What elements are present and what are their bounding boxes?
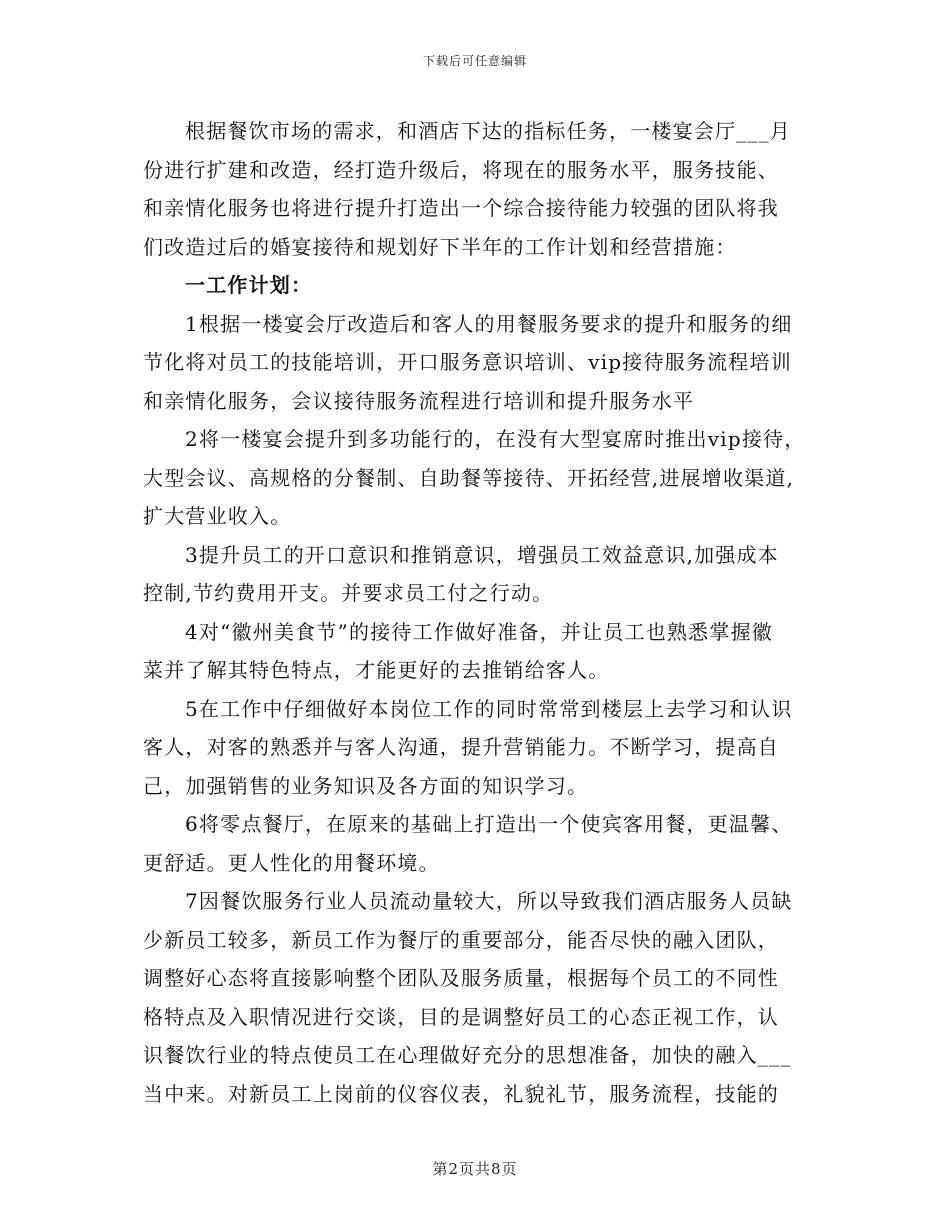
paragraph-line: 识餐饮行业的特点使员工在心理做好充分的思想准备，加快的融入___ <box>143 1043 792 1067</box>
paragraph-line: 7因餐饮服务行业人员流动量较大，所以导致我们酒店服务人员缺 <box>185 889 793 913</box>
paragraph-line: 3提升员工的开口意识和推销意识，增强员工效益意识,加强成本 <box>185 542 779 567</box>
paragraph-line: 当中来。对新员工上岗前的仪容仪表，礼貌礼节，服务流程，技能的 <box>143 1081 779 1106</box>
paragraph-line: 5在工作中仔细做好本岗位工作的同时常常到楼层上去学习和认识 <box>185 696 793 721</box>
section-heading: 一工作计划： <box>185 273 313 297</box>
paragraph-line: 和亲情化服务，会议接待服务流程进行培训和提升服务水平 <box>143 388 695 413</box>
paragraph-line: 格特点及入职情况进行交谈，目的是调整好员工的心态正视工作，认 <box>143 1004 779 1029</box>
page-header-note: 下载后可任意编辑 <box>422 54 527 68</box>
paragraph-line: 6将零点餐厅，在原来的基础上打造出一个使宾客用餐，更温馨、 <box>185 812 793 836</box>
paragraph-line: 份进行扩建和改造，经打造升级后，将现在的服务水平，服务技能、 <box>143 157 779 182</box>
paragraph-line: 己，加强销售的业务知识及各方面的知识学习。 <box>143 773 589 798</box>
paragraph-line: 大型会议、高规格的分餐制、自助餐等接待、开拓经营,进展增收渠道, <box>143 465 795 490</box>
document-body <box>143 112 823 1113</box>
paragraph-line: 调整好心态将直接影响整个团队及服务质量，根据每个员工的不同性 <box>143 966 779 990</box>
paragraph-line: 和亲情化服务也将进行提升打造出一个综合接待能力较强的团队将我 <box>143 196 779 220</box>
paragraph-line: 少新员工较多，新员工作为餐厅的重要部分，能否尽快的融入团队， <box>143 927 779 952</box>
paragraph-line: 菜并了解其特色特点，才能更好的去推销给客人。 <box>143 658 610 682</box>
paragraph-line: 根据餐饮市场的需求，和酒店下达的指标任务，一楼宴会厅___月 <box>185 119 791 143</box>
paragraph-line: 节化将对员工的技能培训，开口服务意识培训、vip接待服务流程培训 <box>143 350 792 374</box>
paragraph-line: 1根据一楼宴会厅改造后和客人的用餐服务要求的提升和服务的细 <box>185 311 793 336</box>
paragraph-line: 4对“徽州美食节”的接待工作做好准备，并让员工也熟悉掌握徽 <box>185 619 773 644</box>
paragraph-line: 2将一楼宴会提升到多功能行的，在没有大型宴席时推出vip接待， <box>185 427 806 451</box>
paragraph-line: 控制,节约费用开支。并要求员工付之行动。 <box>143 581 554 605</box>
paragraph-line: 客人，对客的熟悉并与客人沟通，提升营销能力。不断学习，提高自 <box>143 735 779 759</box>
paragraph-line: 更舒适。更人性化的用餐环境。 <box>143 850 440 875</box>
page-number: 第2页共8页 <box>432 1160 518 1178</box>
paragraph-line: 扩大营业收入。 <box>143 504 292 528</box>
paragraph-line: 们改造过后的婚宴接待和规划好下半年的工作计划和经营措施： <box>143 234 737 259</box>
